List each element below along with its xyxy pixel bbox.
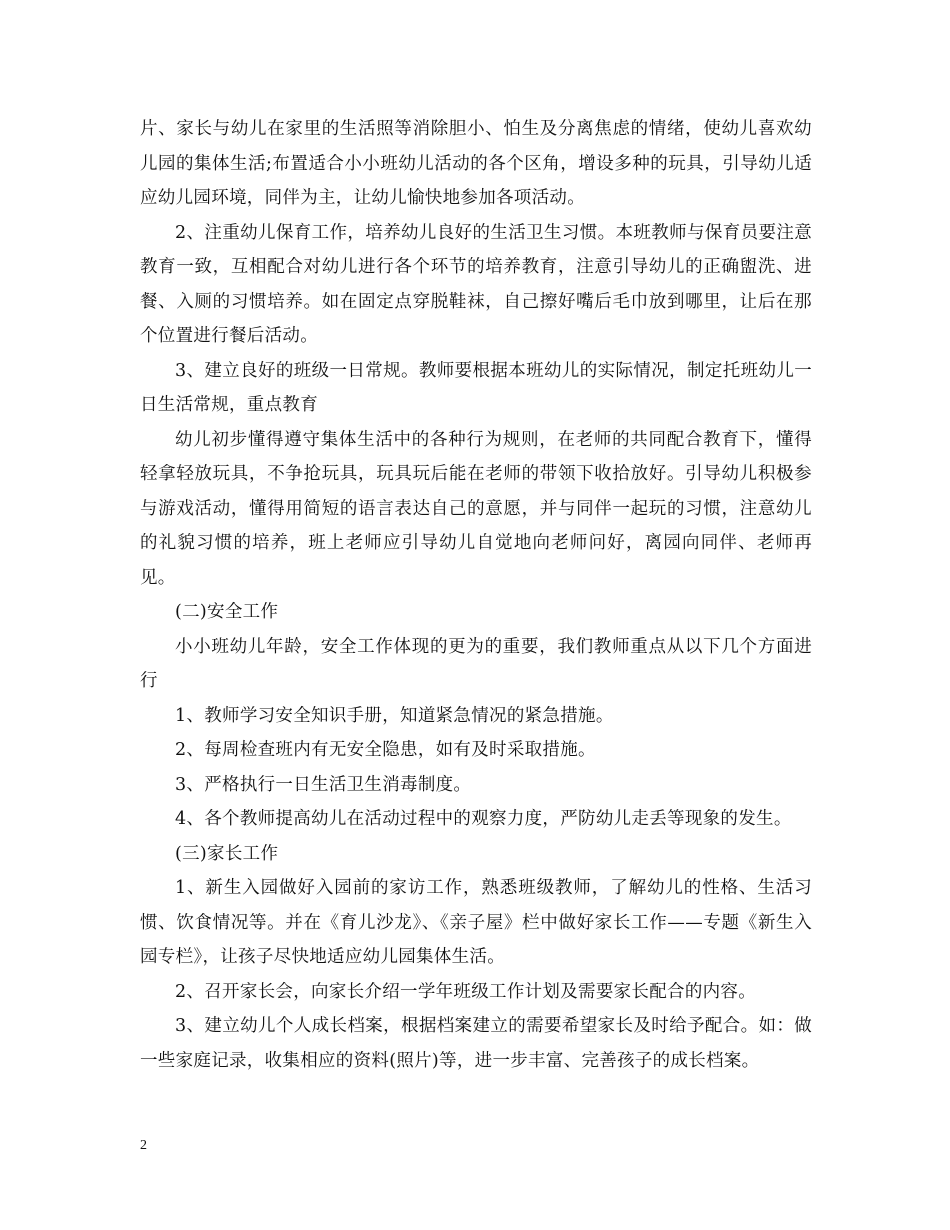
- paragraph: 3、建立良好的班级一日常规。教师要根据本班幼儿的实际情况，制定托班幼儿一日生活常规，重点教育: [140, 360, 812, 415]
- paragraph: 幼儿初步懂得遵守集体生活中的各种行为规则，在老师的共同配合教育下，懂得轻拿轻放玩具，不争抢玩具，玩具玩后能在老师的带领下收拾放好。引导幼儿积极参与游戏活动，懂得用简短的语言表达自己的意愿，并与同伴一起玩的习惯，注意幼儿的礼貌习惯的培养，班上老师应引导幼儿自觉地向老师问好，离园向同伴、老师再见。: [140, 429, 812, 588]
- list-item: 2、召开家长会，向家长介绍一学年班级工作计划及需要家长配合的内容。: [175, 981, 757, 1002]
- list-item: 2、每周检查班内有无安全隐患，如有及时采取措施。: [175, 740, 596, 760]
- list-item: 4、各个教师提高幼儿在活动过程中的观察力度，严防幼儿走丢等现象的发生。: [175, 809, 792, 829]
- paragraph: 2、注重幼儿保育工作，培养幼儿良好的生活卫生习惯。本班教师与保育员要注意教育一致，互相配合对幼儿进行各个环节的培养教育，注意引导幼儿的正确盥洗、进餐、入厕的习惯培养。如在固定点穿脱鞋袜，自己擦好嘴后毛巾放到哪里，让后在那个位置进行餐后活动。: [140, 222, 812, 346]
- page-number: 2: [140, 1138, 147, 1153]
- list-item: 1、新生入园做好入园前的家访工作，熟悉班级教师，了解幼儿的性格、生活习惯、饮食情况等。并在《育儿沙龙》、《亲子屋》栏中做好家长工作——专题《新生入园专栏》，让孩子尽快地适应幼儿园集体生活。: [140, 878, 812, 967]
- paragraph: 片、家长与幼儿在家里的生活照等消除胆小、怕生及分离焦虑的情绪，使幼儿喜欢幼儿园的集体生活;布置适合小小班幼儿活动的各个区角，增设多种的玩具，引导幼儿适应幼儿园环境，同伴为主，让幼儿愉快地参加各项活动。: [140, 119, 812, 208]
- paragraph: 小小班幼儿年龄，安全工作体现的更为的重要，我们教师重点从以下几个方面进行: [140, 636, 812, 691]
- list-item: 1、教师学习安全知识手册，知道紧急情况的紧急措施。: [175, 705, 614, 726]
- section-heading: (三)家长工作: [175, 843, 279, 864]
- section-heading: (二)安全工作: [175, 602, 279, 622]
- list-item: 3、严格执行一日生活卫生消毒制度。: [175, 774, 472, 795]
- document-body: [140, 112, 812, 1078]
- list-item: 3、建立幼儿个人成长档案，根据档案建立的需要希望家长及时给予配合。如：做一些家庭记录，收集相应的资料(照片)等，进一步丰富、完善孩子的成长档案。: [140, 1016, 812, 1071]
